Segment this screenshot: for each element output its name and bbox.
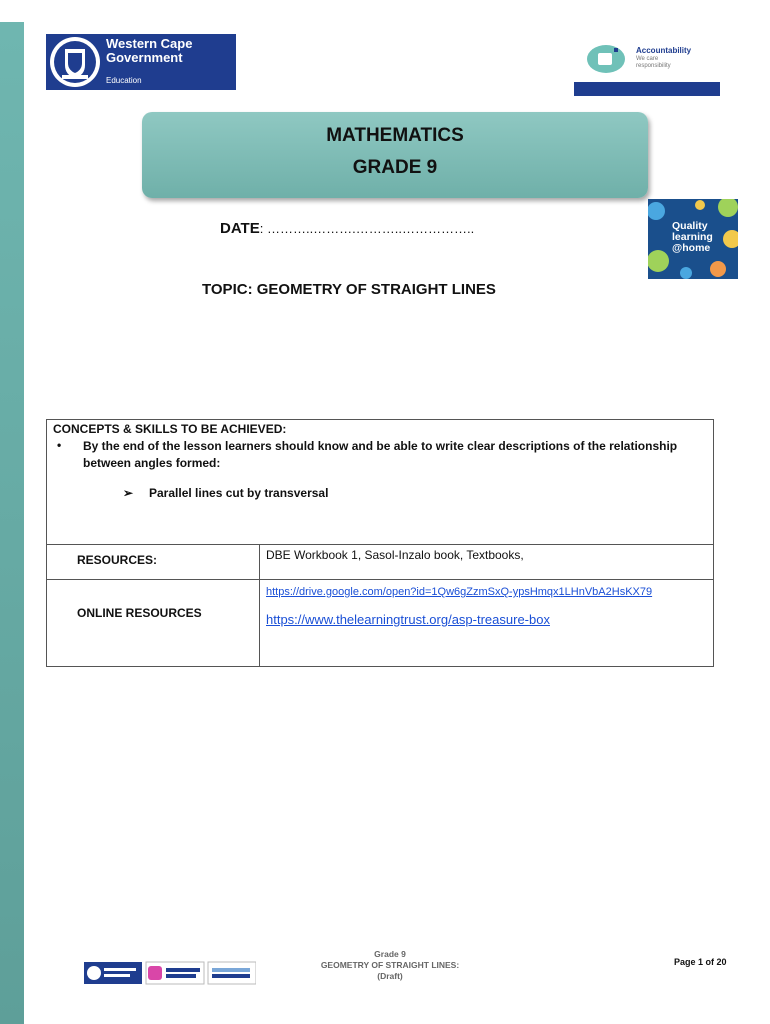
- subject-title: MATHEMATICS: [326, 125, 464, 146]
- resources-value: DBE Workbook 1, Sasol-Inzalo book, Textbooks,: [260, 545, 714, 580]
- footer-center: [300, 949, 480, 982]
- accountability-sub2: responsibility: [636, 63, 671, 69]
- page-number: Page 1 of 20: [674, 957, 727, 967]
- topic-heading: TOPIC: GEOMETRY OF STRAIGHT LINES: [202, 281, 496, 298]
- concepts-bullet: [53, 438, 707, 472]
- concepts-row: [47, 420, 714, 545]
- quality-logo-line3: @home: [672, 242, 711, 254]
- concepts-resources-table: [46, 419, 714, 667]
- arrow-bullet-icon: ➢: [123, 486, 134, 500]
- footer-logos: [84, 960, 256, 986]
- concepts-cell: [47, 420, 714, 545]
- date-label: DATE: [220, 220, 260, 237]
- accountability-logo: [574, 42, 720, 98]
- resources-row: [47, 545, 714, 580]
- wcg-department: Education: [106, 76, 142, 85]
- online-resources-label: ONLINE RESOURCES: [47, 580, 260, 667]
- grade-title: GRADE 9: [352, 157, 438, 178]
- footer-logos-icon: [84, 960, 256, 986]
- concepts-bullet-text: By the end of the lesson learners should know and be able to write clear descriptions of the relationship between angles formed:: [83, 439, 678, 470]
- bullet-dot-icon: •: [57, 438, 62, 452]
- quality-learning-home-logo: [648, 199, 738, 279]
- accountability-band: [574, 82, 720, 96]
- online-resources-row: [47, 580, 714, 667]
- western-cape-government-logo: [46, 34, 236, 90]
- footer-grade: Grade 9: [374, 949, 406, 959]
- accountability-title: Accountability: [636, 46, 692, 55]
- coat-of-arms-icon: [48, 35, 102, 89]
- date-line: [220, 220, 474, 237]
- footer-topic: GEOMETRY OF STRAIGHT LINES:: [320, 960, 460, 970]
- footer-draft: (Draft): [377, 971, 403, 981]
- learning-trust-link[interactable]: https://www.thelearningtrust.org/asp-treasure-box: [266, 612, 550, 627]
- online-resources-value: [260, 580, 714, 667]
- google-drive-link[interactable]: https://drive.google.com/open?id=1Qw6gZzmSxQ-ypsHmqx1LHnVbA2HsKX79: [266, 586, 653, 598]
- concepts-sub-bullet: [123, 486, 707, 500]
- wcg-name-line1: Western Cape: [106, 36, 193, 51]
- quality-logo-line1: Quality: [672, 220, 708, 232]
- resources-label: RESOURCES:: [47, 545, 260, 580]
- accountability-icon: [586, 44, 626, 74]
- concepts-heading: CONCEPTS & SKILLS TO BE ACHIEVED:: [53, 422, 287, 436]
- accountability-sub1: We care: [636, 56, 659, 62]
- concepts-sub-bullet-text: Parallel lines cut by transversal: [149, 486, 329, 500]
- quality-logo-line2: learning: [672, 231, 713, 243]
- side-bar: [0, 22, 24, 1024]
- date-dots: : ………..……….………..……………..: [259, 221, 475, 236]
- title-box: [142, 112, 648, 198]
- wcg-name-line2: Government: [106, 50, 183, 65]
